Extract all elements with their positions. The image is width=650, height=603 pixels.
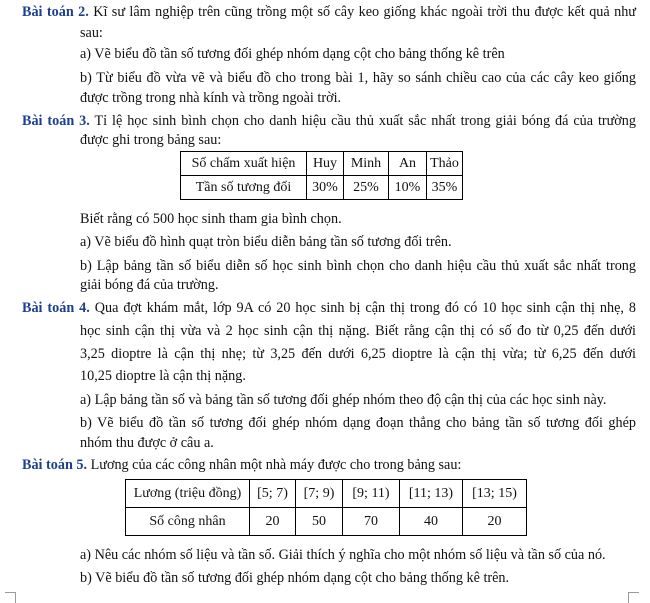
table-cell: Minh xyxy=(344,152,389,176)
table-cell: [5; 7) xyxy=(250,480,296,508)
problem-2-text: Kĩ sư lâm nghiệp trên cũng trồng một số cây keo giống khác ngoài trời thu được kết quả như xyxy=(93,4,636,20)
problem-2-line-2: sau: xyxy=(80,25,103,41)
problem-4-line-2: học sinh cận thị vừa và 2 học sinh cận thị nặng. Biết rằng cận thị có số đo từ 0,25 đến dưới xyxy=(80,323,636,339)
table-row xyxy=(126,508,527,536)
problem-4-line-3: 3,25 dioptre là cận thị nhẹ; từ 3,25 đến dưới 6,25 dioptre là cận thị vừa; từ 6,25 đến dưới xyxy=(80,346,636,362)
table-cell: 70 xyxy=(343,508,400,536)
table-cell: [7; 9) xyxy=(296,480,343,508)
problem-4-text: Qua đợt khám mắt, lớp 9A có 20 học sinh bị cận thị trong đó có 10 học sinh cận thị nhẹ, 8 xyxy=(94,300,636,316)
problem-2-line-1 xyxy=(22,3,636,21)
problem-5-label: Bài toán 5. xyxy=(22,457,88,473)
table-row xyxy=(181,152,463,176)
table-cell: 25% xyxy=(344,176,389,200)
table-cell: Lương (triệu đồng) xyxy=(126,480,250,508)
table-cell: Huy xyxy=(307,152,344,176)
table-cell: Số chấm xuất hiện xyxy=(181,152,307,176)
table-cell: 40 xyxy=(400,508,463,536)
table-cell: 30% xyxy=(307,176,344,200)
problem-2-part-a: a) Vẽ biểu đồ tần số tương đối ghép nhóm dạng cột cho bảng thống kê trên xyxy=(80,46,505,62)
table-cell: [13; 15) xyxy=(463,480,527,508)
table-cell: An xyxy=(389,152,427,176)
table-cell: [11; 13) xyxy=(400,480,463,508)
crop-mark-right xyxy=(628,592,639,603)
table-cell: Thảo xyxy=(427,152,463,176)
problem-4-part-a: a) Lập bảng tần số và bảng tần số tương đối ghép nhóm theo độ cận thị của các học sinh này. xyxy=(80,392,607,408)
table-row xyxy=(126,480,527,508)
problem-2-part-b-line-1: b) Từ biểu đồ vừa vẽ và biểu đồ cho trong bài 1, hãy so sánh chiều cao của các cây keo giống xyxy=(80,70,636,86)
problem-4-line-1 xyxy=(22,299,636,317)
problem-4-part-b-line-1: b) Vẽ biểu đồ tần số tương đối ghép nhóm dạng đoạn thẳng cho bảng tần số tương đối ghép xyxy=(80,415,636,431)
table-cell: 20 xyxy=(250,508,296,536)
table-cell: 10% xyxy=(389,176,427,200)
problem-5-line-1 xyxy=(22,456,461,474)
table-row xyxy=(181,176,463,200)
problem-2-label: Bài toán 2. xyxy=(22,4,89,20)
table-cell: [9; 11) xyxy=(343,480,400,508)
problem-5-text: Lương của các công nhân một nhà máy được cho trong bảng sau: xyxy=(90,457,462,473)
problem-5-table xyxy=(125,479,527,536)
table-cell: 35% xyxy=(427,176,463,200)
table-cell: Tần số tương đối xyxy=(181,176,307,200)
problem-3-note: Biết rằng có 500 học sinh tham gia bình chọn. xyxy=(80,211,342,227)
problem-4-line-4: 10,25 dioptre là cận thị nặng. xyxy=(80,368,246,384)
problem-3-line-1 xyxy=(22,112,636,130)
problem-4-label: Bài toán 4. xyxy=(22,300,90,316)
table-cell: Số công nhân xyxy=(126,508,250,536)
problem-2-part-b-line-2: được trồng trong nhà kính và trồng ngoài trời. xyxy=(80,90,342,106)
problem-3-text: Tỉ lệ học sinh bình chọn cho danh hiệu cầu thủ xuất sắc nhất trong giải bóng đá của trường xyxy=(94,113,636,129)
problem-3-part-b-line-2: giải bóng đá của trường. xyxy=(80,277,219,293)
table-cell: 20 xyxy=(463,508,527,536)
problem-3-line-2: được ghi trong bảng sau: xyxy=(80,132,222,148)
problem-3-label: Bài toán 3. xyxy=(22,113,90,129)
problem-3-table xyxy=(180,151,463,200)
problem-5-part-b: b) Vẽ biểu đồ tần số tương đối ghép nhóm dạng cột cho bảng thống kê trên. xyxy=(80,570,510,586)
problem-3-part-b-line-1: b) Lập bảng tần số biểu diễn số học sinh bình chọn cho danh hiệu cầu thủ xuất sắc nhất trong xyxy=(80,258,636,274)
problem-4-part-b-line-2: nhóm thu được ở câu a. xyxy=(80,435,214,451)
crop-mark-left xyxy=(5,592,16,603)
table-cell: 50 xyxy=(296,508,343,536)
problem-3-part-a: a) Vẽ biểu đồ hình quạt tròn biểu diễn bảng tần số tương đối trên. xyxy=(80,234,452,250)
problem-5-part-a: a) Nêu các nhóm số liệu và tần số. Giải thích ý nghĩa cho một nhóm số liệu và tần số của nó. xyxy=(80,547,606,563)
